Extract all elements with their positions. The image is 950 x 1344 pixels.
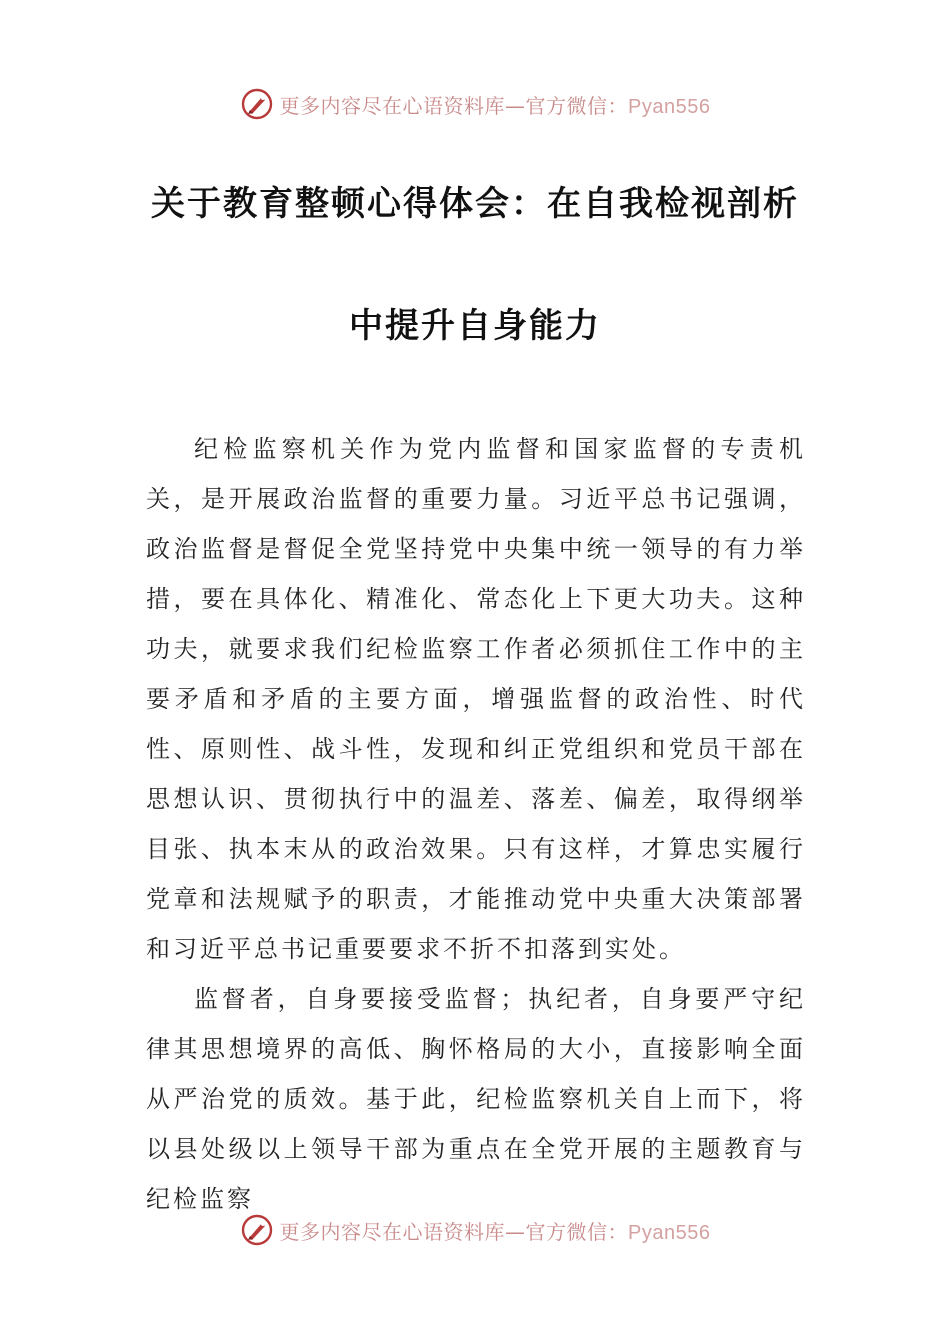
header-banner <box>0 84 950 124</box>
pen-logo-icon <box>240 1213 274 1247</box>
wechat-id: Pyan556 <box>628 95 711 118</box>
banner-text: 更多内容尽在心语资料库—官方微信：Pyan556 <box>279 1219 711 1244</box>
banner-text: 更多内容尽在心语资料库—官方微信：Pyan556 <box>279 93 711 118</box>
document-title-line-2: 中提升自身能力 <box>349 306 601 346</box>
footer-banner <box>0 1210 950 1250</box>
paragraph-2: 监督者，自身要接受监督；执纪者，自身要严守纪律其思想境界的高低、胸怀格局的大小，直接影响全面从严治党的质效。基于此，纪检监察机关自上而下，将以县处级以上领导干部为重点在全党开展的主题教育与纪检监察 <box>146 985 806 1213</box>
document-title-line-1: 关于教育整顿心得体会：在自我检视剖析 <box>151 184 799 224</box>
document-body <box>146 424 806 1224</box>
wechat-id: Pyan556 <box>628 1221 711 1244</box>
pen-logo-icon <box>240 87 274 121</box>
paragraph-1: 纪检监察机关作为党内监督和国家监督的专责机关，是开展政治监督的重要力量。习近平总书记强调，政治监督是督促全党坚持党中央集中统一领导的有力举措，要在具体化、精准化、常态化上下更大功夫。这种功夫，就要求我们纪检监察工作者必须抓住工作中的主要矛盾和矛盾的主要方面，增强监督的政治性、时代性、原则性、战斗性，发现和纠正党组织和党员干部在思想认识、贯彻执行中的温差、落差、偏差，取得纲举目张、执本末从的政治效果。只有这样，才算忠实履行党章和法规赋予的职责，才能推动党中央重大决策部署和习近平总书记重要要求不折不扣落到实处。 <box>146 435 806 963</box>
